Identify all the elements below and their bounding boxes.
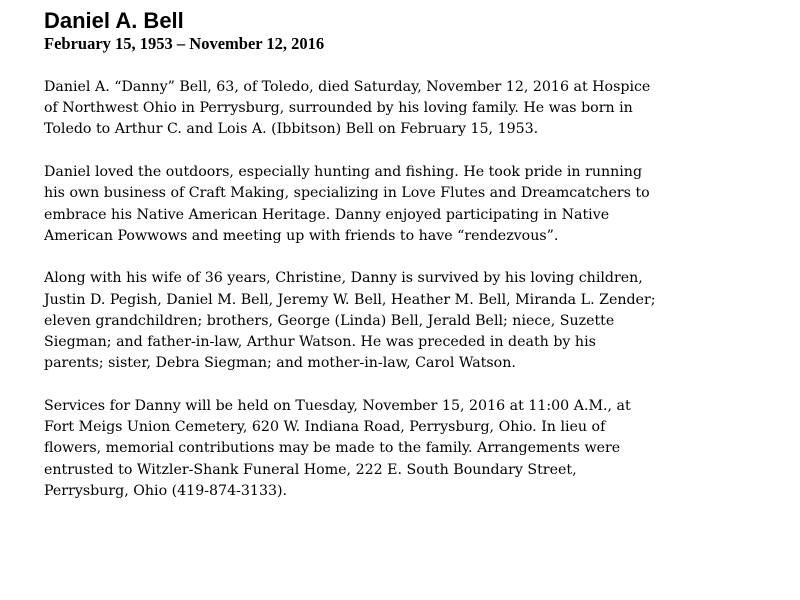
text-line: flowers, memorial contributions may be made to the family. Arrangements were [44, 440, 621, 457]
text-line: American Powwows and meeting up with friends to have “rendezvous”. [44, 227, 559, 244]
text-line: Fort Meigs Union Cemetery, 620 W. Indiana Road, Perrysburg, Ohio. In lieu of [44, 419, 606, 436]
lifespan-dates: February 15, 1953 – November 12, 2016 [44, 34, 325, 53]
text-line: eleven grandchildren; brothers, George (Linda) Bell, Jerald Bell; niece, Suzette [44, 312, 615, 329]
text-line: Siegman; and father-in-law, Arthur Watson. He was preceded in death by his [44, 334, 596, 351]
text-line: embrace his Native American Heritage. Danny enjoyed participating in Native [44, 206, 610, 223]
text-line: Daniel loved the outdoors, especially hunting and fishing. He took pride in running [44, 164, 643, 181]
obituary-body [44, 77, 784, 523]
obituary-title: Daniel A. Bell [44, 8, 184, 33]
text-line: parents; sister, Debra Siegman; and mother-in-law, Carol Watson. [44, 355, 516, 372]
paragraph-survivors [44, 268, 784, 374]
text-line: Toledo to Arthur C. and Lois A. (Ibbitson) Bell on February 15, 1953. [44, 121, 539, 138]
text-line: his own business of Craft Making, specializing in Love Flutes and Dreamcatchers to [44, 185, 650, 202]
text-line: entrusted to Witzler-Shank Funeral Home, 222 E. South Boundary Street, [44, 461, 577, 478]
paragraph-interests [44, 162, 784, 247]
text-line: Daniel A. “Danny” Bell, 63, of Toledo, died Saturday, November 12, 2016 at Hospice [44, 79, 651, 95]
text-line: Justin D. Pegish, Daniel M. Bell, Jeremy W. Bell, Heather M. Bell, Miranda L. Zender; [44, 291, 656, 308]
text-line: Services for Danny will be held on Tuesday, November 15, 2016 at 11:00 A.M., at [44, 397, 631, 414]
text-line: Perrysburg, Ohio (419-874-3133). [44, 482, 288, 499]
text-line: Along with his wife of 36 years, Christine, Danny is survived by his loving children, [44, 270, 643, 287]
paragraph-biography [44, 77, 784, 141]
text-line: of Northwest Ohio in Perrysburg, surrounded by his loving family. He was born in [44, 100, 633, 117]
paragraph-services [44, 396, 784, 502]
